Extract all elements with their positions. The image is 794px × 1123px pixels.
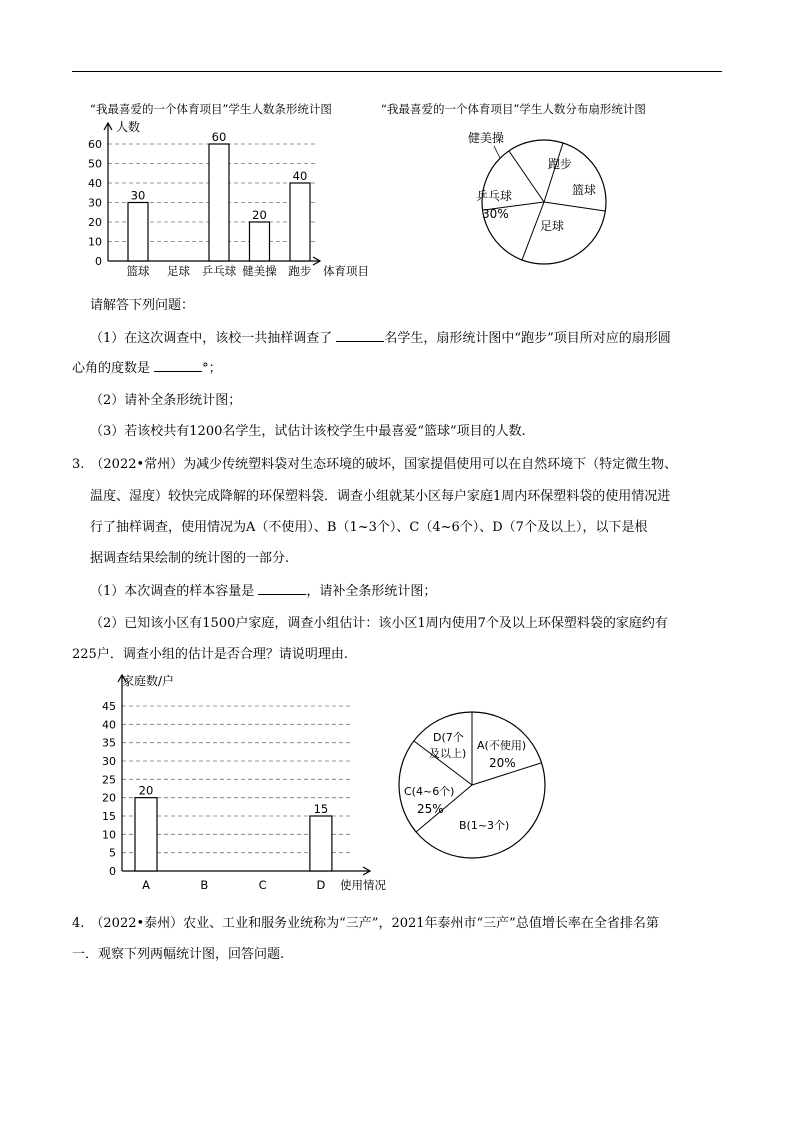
bar1-x-axis-title: 体育项目	[323, 264, 369, 278]
q2-part2: （2）请补全条形统计图；	[90, 393, 242, 408]
q3-line2: 温度、湿度）较快完成降解的环保塑料袋．调查小组就某小区每户家庭1周内环保塑料袋的使用情况进	[90, 489, 671, 504]
q3-p1a: （1）本次调查的样本容量是	[90, 584, 255, 599]
q4-text-1: （2022•泰州）农业、工业和服务业统称为“三产”，2021年泰州市“三产”总值增长率在全省排名第	[90, 916, 659, 931]
bar1-ytick-label: 50	[88, 157, 102, 171]
pie2-label-b: B(1~3个)	[459, 819, 510, 832]
bar2-ytick-label: 0	[109, 865, 116, 878]
bar1-bar-value-label: 40	[292, 169, 308, 183]
q2-blank-students[interactable]	[336, 341, 384, 342]
pie2-label-c: C(4~6个)	[404, 785, 455, 798]
bar2-category-label: D	[316, 878, 326, 892]
bar1-ytick-label: 20	[88, 216, 102, 229]
bar2-category-label: B	[200, 878, 209, 892]
bar-chart-1-title: “我最喜爱的一个体育项目”学生人数条形统计图	[90, 102, 332, 116]
pie-chart-1-title: “我最喜爱的一个体育项目”学生人数分布扇形统计图	[381, 102, 646, 116]
q3-text-1: （2022•常州）为减少传统塑料袋对生态环境的破坏，国家提倡使用可以在自然环境下（特定微生物、	[90, 457, 678, 472]
bar1-bar	[128, 203, 148, 262]
pie1-value-pingpang: 30%	[482, 207, 509, 221]
bar1-bar	[250, 222, 270, 261]
bar1-bar	[209, 144, 229, 261]
pie2-value-a: 20%	[489, 756, 516, 770]
bar1-category-label: 跑步	[288, 264, 312, 278]
bar-chart-1	[80, 115, 370, 285]
bar1-bar-value-label: 20	[252, 208, 267, 222]
bar1-category-label: 足球	[167, 264, 190, 278]
q2-p1c: 心角的度数是	[72, 361, 151, 376]
q3-line1	[72, 453, 677, 472]
bar2-ytick-label: 15	[102, 810, 116, 823]
q2-blank-angle[interactable]	[154, 371, 202, 372]
bar1-ytick-label: 60	[88, 138, 102, 151]
pie1-label-paobu: 跑步	[548, 157, 573, 171]
q3-part2-line2: 225户．调查小组的估计是否合理？请说明理由.	[72, 647, 348, 662]
bar2-ytick-label: 30	[102, 755, 116, 768]
bar2-bar-value-label: 20	[138, 783, 154, 798]
q2-part1-line2	[72, 357, 222, 376]
q3-part1	[90, 580, 436, 599]
bar2-ytick-label: 45	[102, 700, 116, 713]
bar2-x-axis-title: 使用情况	[340, 878, 386, 892]
q2-part3: （3）若该校共有1200名学生，试估计该校学生中最喜爱“篮球”项目的人数.	[90, 424, 526, 439]
bar2-bar	[310, 816, 332, 871]
pie1-label-lanqiu: 篮球	[572, 183, 597, 197]
q2-part1-line1	[90, 327, 671, 346]
bar1-bar-value-label: 60	[211, 130, 227, 144]
bar1-category-label: 乒乓球	[201, 264, 237, 278]
pie2-label-a: A(不使用)	[477, 739, 527, 752]
bar1-bar-value-label: 30	[130, 188, 146, 203]
bar2-category-label: C	[258, 878, 267, 892]
header-rule	[72, 71, 722, 72]
q3-number: 3.	[72, 457, 85, 472]
bar2-bar	[135, 798, 157, 871]
bar2-category-label: A	[142, 878, 150, 892]
bar-chart-2	[88, 673, 388, 898]
pie1-label-pingpang: 乒乓球	[476, 189, 513, 203]
bar1-y-axis-title: 人数	[116, 120, 141, 134]
q2-p1b: 名学生，扇形统计图中“跑步”项目所对应的扇形圆	[384, 331, 671, 346]
bar1-ytick-label: 40	[88, 177, 102, 190]
pie2-label-d-line1: D(7个	[433, 731, 464, 744]
bar2-ytick-label: 35	[102, 736, 116, 750]
bar1-category-label: 篮球	[126, 264, 150, 278]
q4-line2: 一．观察下列两幅统计图，回答问题.	[72, 947, 285, 962]
pie-chart-2	[395, 705, 555, 865]
bar1-ytick-label: 10	[88, 235, 102, 249]
pie1-label-zuqiu: 足球	[540, 219, 565, 233]
q3-p1b: ，请补全条形统计图；	[306, 584, 437, 599]
bar2-bar-value-label: 15	[313, 802, 329, 816]
q2-p1d: °；	[202, 361, 222, 376]
bar1-ytick-label: 0	[95, 255, 102, 268]
bar1-bar	[290, 183, 310, 261]
bar2-ytick-label: 5	[109, 846, 116, 860]
bar2-ytick-label: 20	[102, 791, 116, 805]
bar2-ytick-label: 40	[102, 718, 116, 732]
q4-number: 4.	[72, 916, 85, 931]
bar2-ytick-label: 25	[102, 773, 116, 787]
q3-blank-sample[interactable]	[258, 594, 306, 595]
pie2-label-d-line2: 及以上)	[429, 747, 467, 760]
q4-line1	[72, 912, 659, 931]
pie-chart-1	[460, 120, 620, 260]
bar2-y-axis-title: 家庭数/户	[122, 674, 175, 688]
q3-part2-line1: （2）已知该小区有1500户家庭，调查小组估计：该小区1周内使用7个及以上环保塑料袋的家庭约有	[90, 616, 668, 631]
q3-line3: 行了抽样调查，使用情况为A（不使用）、B（1~3个）、C（4~6个）、D（7个及以上），以下是根	[90, 520, 648, 535]
q3-line4: 据调查结果绘制的统计图的一部分.	[90, 551, 290, 566]
q2-p1a: （1）在这次调查中，该校一共抽样调查了	[90, 331, 333, 346]
pie1-label-jianmeicao: 健美操	[468, 131, 505, 145]
bar2-ytick-label: 10	[102, 828, 116, 842]
pie2-value-c: 25%	[417, 802, 444, 816]
q2-intro: 请解答下列问题：	[90, 298, 195, 313]
bar1-ytick-label: 30	[88, 196, 102, 210]
bar1-category-label: 健美操	[242, 264, 277, 278]
